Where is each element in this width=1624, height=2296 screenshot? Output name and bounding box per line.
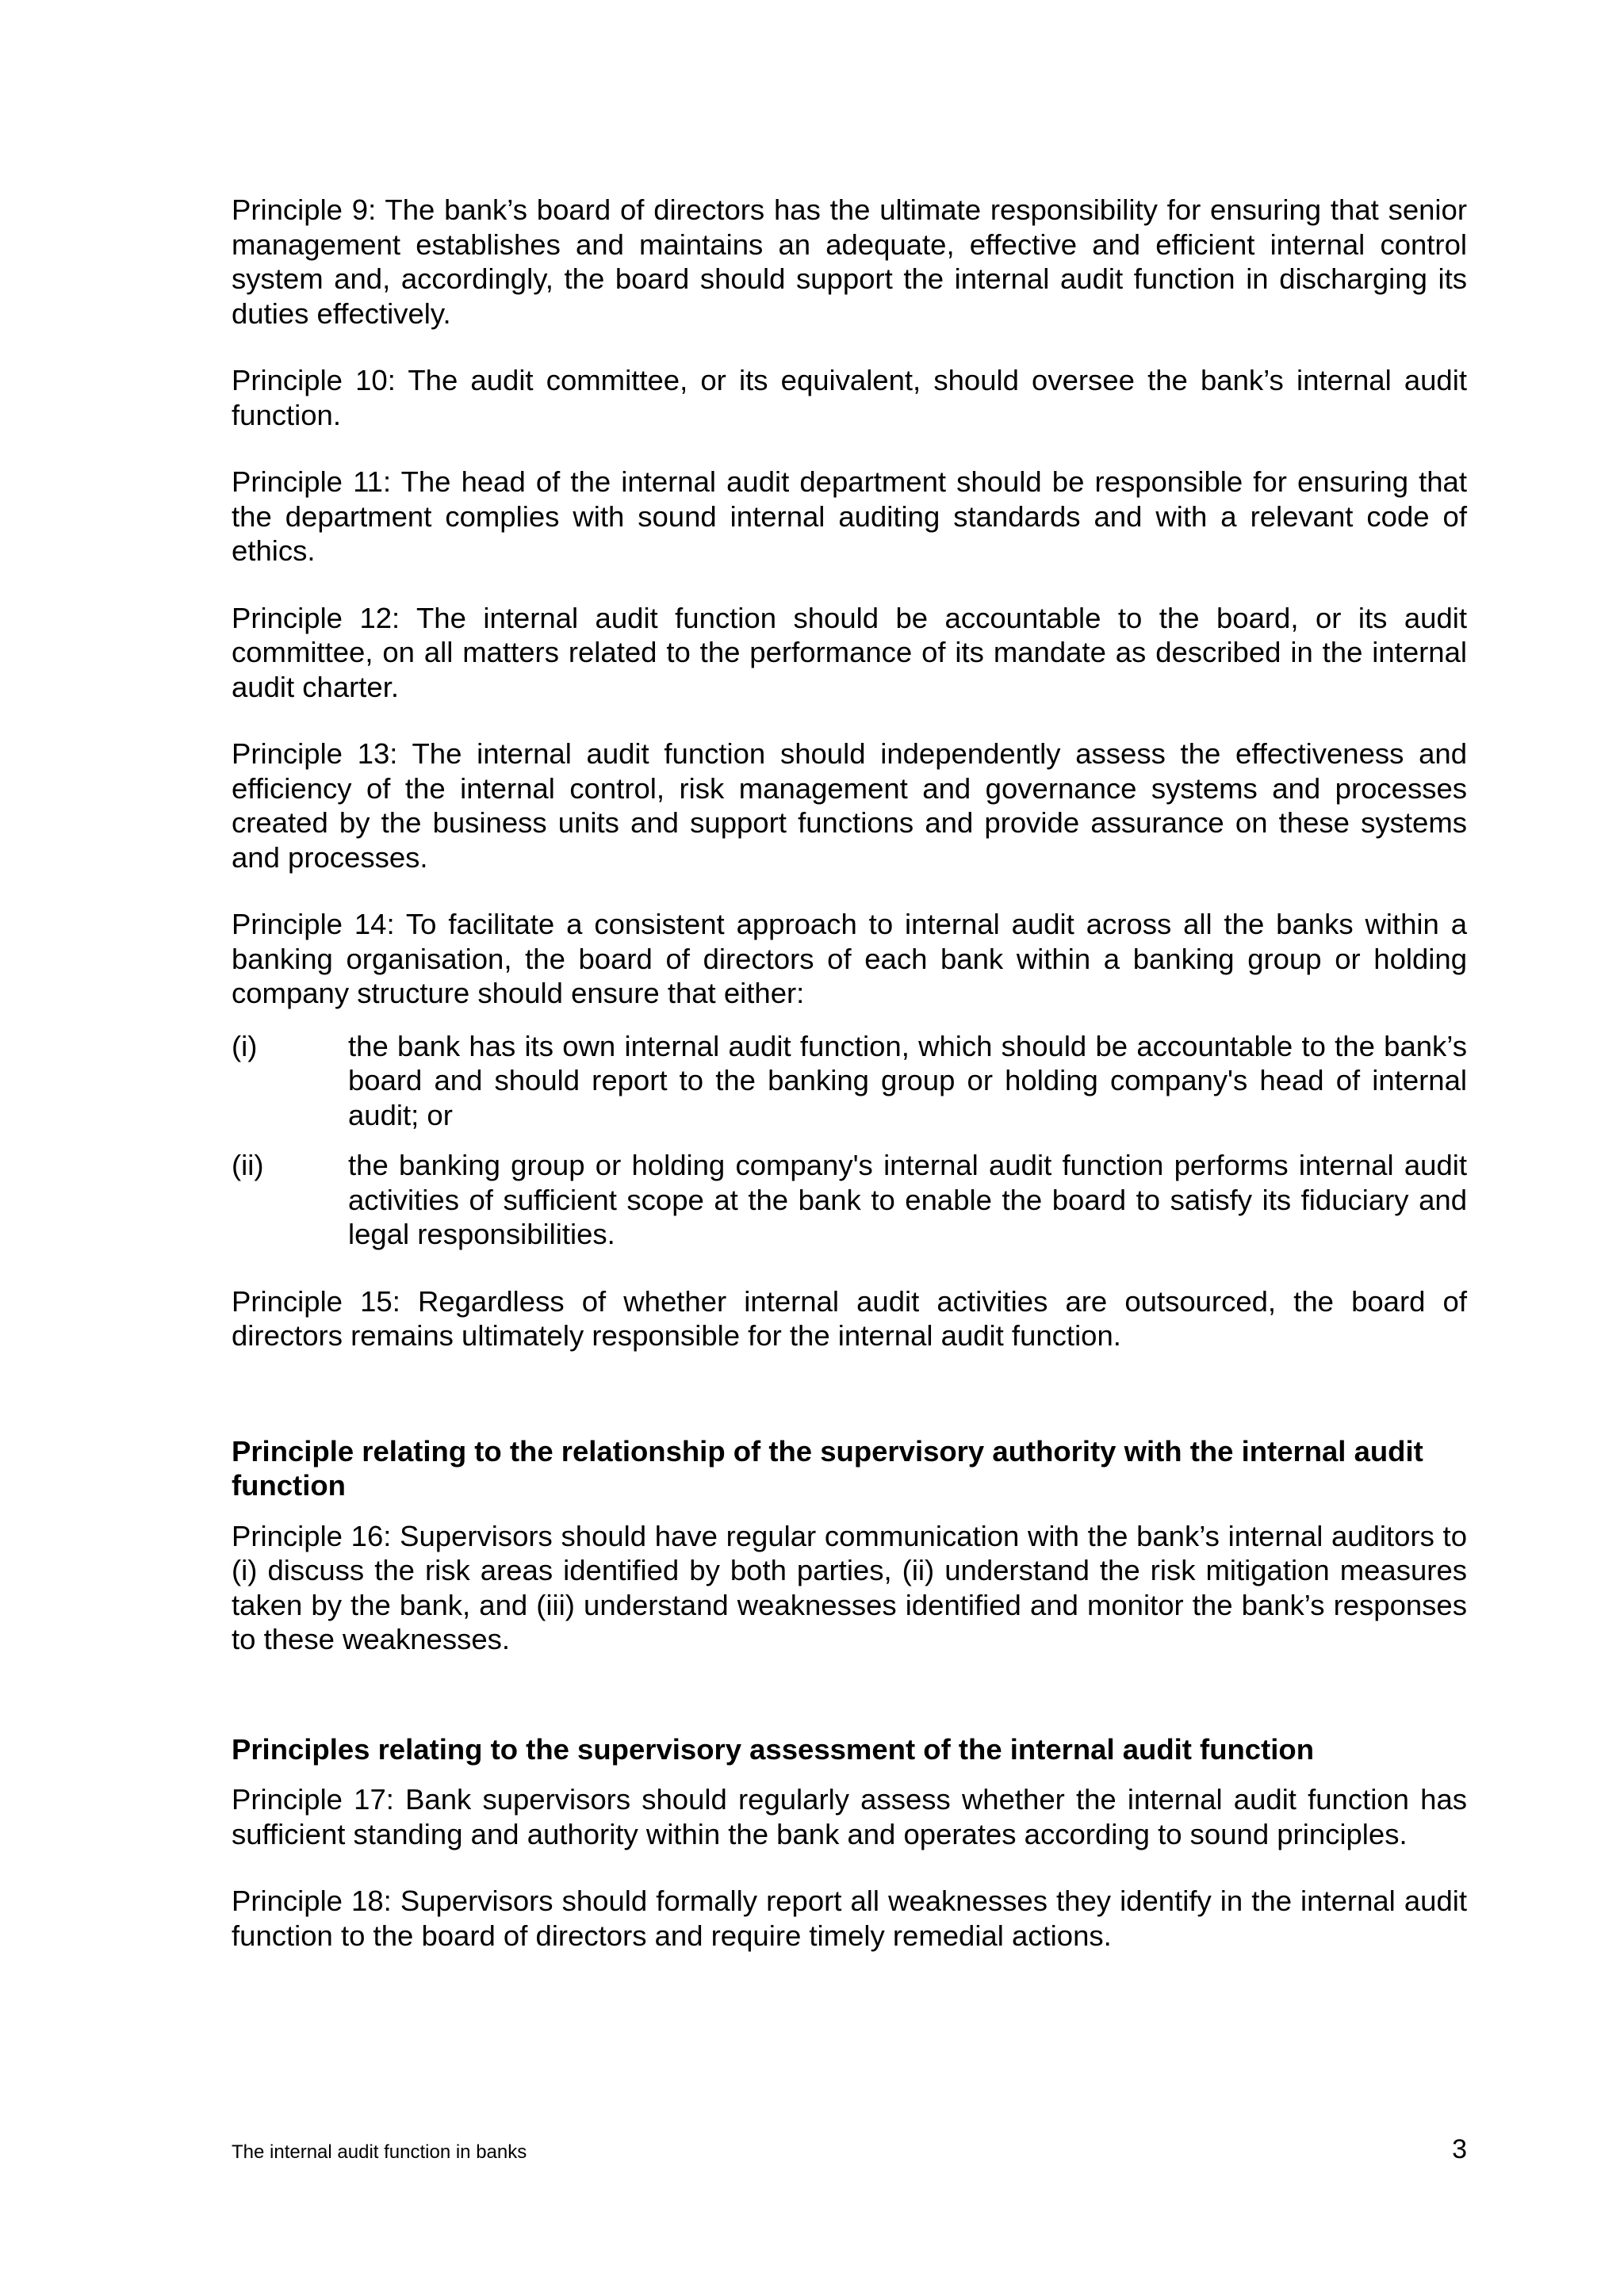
list-item	[232, 1148, 1467, 1252]
page-footer	[232, 2134, 1467, 2165]
list-item-text: the bank has its own internal audit function, which should be accountable to the bank’s board and should report to the banking group or holding company's head of internal audit; or	[348, 1029, 1467, 1131]
document-page	[232, 193, 1467, 1985]
principle-9: Principle 9: The bank’s board of directors has the ultimate responsibility for ensuring that senior management establishes and maintains an adequate, effective and efficient internal control system and, accordingly, the board should support the internal audit function in discharging its duties effectively.	[232, 193, 1467, 330]
principle-10: Principle 10: The audit committee, or its equivalent, should oversee the bank’s internal audit function.	[232, 364, 1467, 431]
list-marker: (i)	[232, 1029, 258, 1062]
principle-15: Principle 15: Regardless of whether internal audit activities are outsourced, the board of directors remains ultimately responsible for the internal audit function.	[232, 1284, 1467, 1352]
principle-14-options	[232, 1029, 1467, 1252]
principle-17: Principle 17: Bank supervisors should regularly assess whether the internal audit function has sufficient standing and authority within the bank and operates according to sound principles.	[232, 1783, 1467, 1850]
principle-16: Principle 16: Supervisors should have regular communication with the bank’s internal auditors to (i) discuss the risk areas identified by both parties, (ii) understand the risk mitigation measures taken by the bank, and (iii) understand weaknesses identified and monitor the bank’s responses to these weaknesses.	[232, 1519, 1467, 1655]
principle-13: Principle 13: The internal audit function should independently assess the effectiveness and efficiency of the internal control, risk management and governance systems and processes created by the business units and support functions and provide assurance on these systems and processes.	[232, 737, 1467, 874]
section-heading-supervisory-relationship: Principle relating to the relationship of the supervisory authority with the internal audit function	[232, 1434, 1423, 1502]
principle-14: Principle 14: To facilitate a consistent approach to internal audit across all the banks within a banking organisation, the board of directors of each bank within a banking group or holding company structure should ensure that either:	[232, 908, 1467, 1009]
principle-12: Principle 12: The internal audit function should be accountable to the board, or its audit committee, on all matters related to the performance of its mandate as described in the internal audit charter.	[232, 601, 1467, 703]
list-item	[232, 1029, 1467, 1133]
principle-11: Principle 11: The head of the internal audit department should be responsible for ensuring that the department complies with sound internal auditing standards and with a relevant code of ethics.	[232, 465, 1467, 567]
page-number: 3	[1452, 2134, 1467, 2164]
section-heading-supervisory-assessment: Principles relating to the supervisory assessment of the internal audit function	[232, 1732, 1314, 1766]
footer-document-title: The internal audit function in banks	[232, 2141, 527, 2163]
principle-18: Principle 18: Supervisors should formally report all weaknesses they identify in the internal audit function to the board of directors and require timely remedial actions.	[232, 1885, 1467, 1952]
list-marker: (ii)	[232, 1149, 264, 1181]
list-item-text: the banking group or holding company's internal audit function performs internal audit activities of sufficient scope at the bank to enable the board to satisfy its fiduciary and legal responsibilities.	[348, 1149, 1467, 1250]
